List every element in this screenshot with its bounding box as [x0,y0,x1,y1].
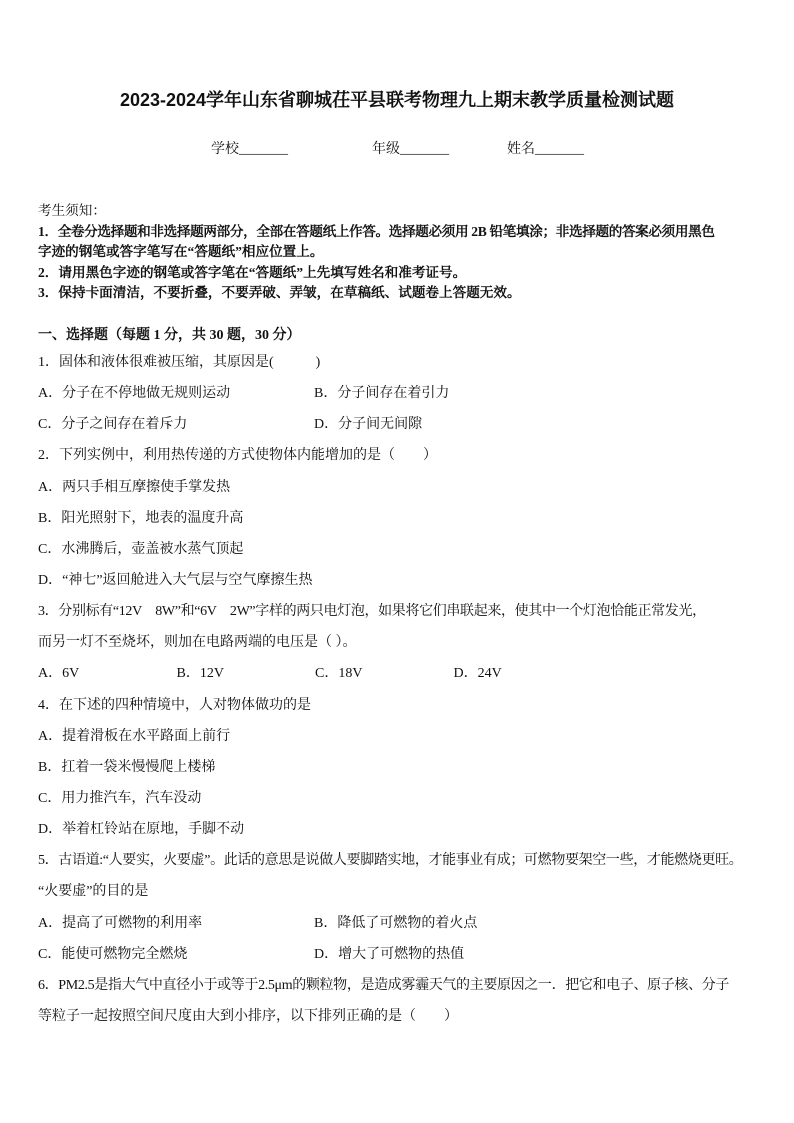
question-5-options-row-1 [38,908,758,939]
question-2-option-c: C．水沸腾后，壶盖被水蒸气顶起 [38,541,244,557]
grade-blank: 年级_______ [372,142,449,157]
question-1-option-d: D．分子间无间隙 [314,417,423,433]
school-blank: 学校_______ [211,142,288,157]
question-3-option-c: C．18V [315,666,363,682]
question-5-stem-line-1: 5．古语道:“人要实，火要虚”。此话的意思是说做人要脚踏实地，才能事业有成；可燃物要架空一些，才能燃烧更旺。 [38,853,743,869]
question-4-option-a: A．提着滑板在水平路面上前行 [38,728,231,744]
exam-title: 2023-2024学年山东省聊城茌平县联考物理九上期末教学质量检测试题 [119,90,675,110]
question-3-option-a: A．6V [38,666,80,682]
question-5-option-a: A．提高了可燃物的利用率 [38,915,203,931]
question-5-option-c: C．能使可燃物完全燃烧 [38,946,188,962]
candidate-notice [38,201,758,304]
question-3-stem-line-2: 而另一灯不至烧坏，则加在电路两端的电压是（ ）。 [38,635,357,651]
question-1-stem: 1．固体和液体很难被压缩，其原因是( ) [38,355,321,370]
question-4-stem: 4．在下述的四种情境中，人对物体做功的是 [38,697,311,713]
question-2-option-d: D．“神七”返回舱进入大气层与空气摩擦生热 [38,572,313,588]
question-4-option-d: D．举着杠铃站在原地，手脚不动 [38,822,245,838]
notice-item-2: 2．请用黑色字迹的钢笔或答字笔在“答题纸”上先填写姓名和准考证号。 [38,264,467,280]
question-3-option-b: B．12V [176,666,224,682]
question-4-option-b: B．扛着一袋米慢慢爬上楼梯 [38,759,216,775]
question-2-option-b: B．阳光照射下，地表的温度升高 [38,510,244,526]
name-blank: 姓名_______ [507,142,584,157]
question-3-option-d: D．24V [453,666,502,682]
question-1-option-c: C．分子之间存在着斥力 [38,417,188,433]
question-5-option-d: D．增大了可燃物的热值 [314,946,465,962]
question-3-stem-line-1: 3．分别标有“12V 8W”和“6V 2W”字样的两只电灯泡，如果将它们串联起来，使其中一个灯泡恰能正常发光， [38,604,706,620]
question-1-option-b: B．分子间存在着引力 [314,386,450,402]
question-5-option-b: B．降低了可燃物的着火点 [314,915,478,931]
question-1-option-a: A．分子在不停地做无规则运动 [38,386,231,402]
question-4-option-c: C．用力推汽车，汽车没动 [38,790,202,806]
question-5-stem-line-2: “火要虚”的目的是 [38,884,149,900]
notice-item-1-line-1: 1．全卷分选择题和非选择题两部分，全部在答题纸上作答。选择题必须用 2B 铅笔填涂；非选择题的答案必须用黑色 [38,223,715,239]
notice-heading: 考生须知： [38,203,106,218]
section-heading: 一、选择题（每题 1 分，共 30 题，30 分） [38,328,301,343]
notice-item-3: 3．保持卡面清洁，不要折叠，不要弄破、弄皱，在草稿纸、试题卷上答题无效。 [38,285,521,300]
question-6-stem-line-1: 6．PM2.5是指大气中直径小于或等于2.5μm的颗粒物，是造成雾霾天气的主要原因之一．把它和电子、原子核、分子 [38,977,730,993]
question-6-stem-line-2: 等粒子一起按照空间尺度由大到小排序，以下排列正确的是（ ） [38,1008,458,1024]
question-5-options-row-2 [38,939,758,970]
question-1-options-row-1 [38,378,758,409]
question-1-options-row-2 [38,409,758,440]
question-2-option-a: A．两只手相互摩擦使手掌发热 [38,479,231,495]
question-2-stem: 2．下列实例中，利用热传递的方式使物体内能增加的是（ ） [38,448,437,464]
notice-item-1-line-2: 字迹的钢笔或答字笔写在“答题纸”相应位置上。 [38,244,324,259]
question-list [38,347,758,1032]
question-3-options-row [38,658,758,689]
